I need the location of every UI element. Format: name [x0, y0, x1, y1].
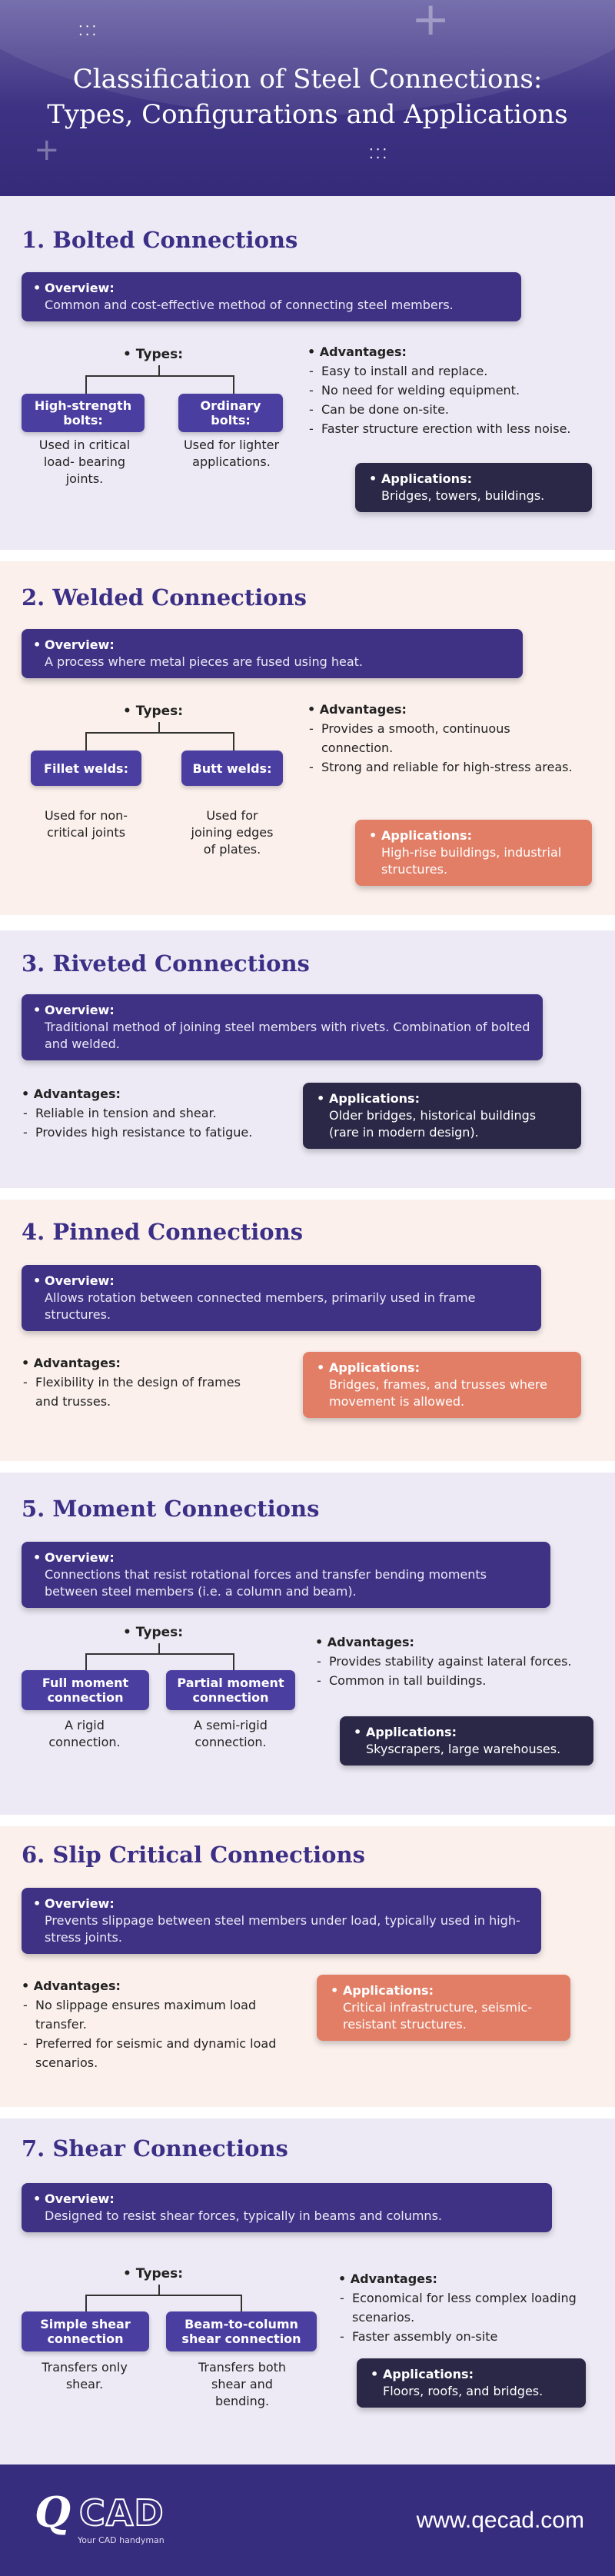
applications-label: • Applications: [366, 1724, 581, 1741]
section-title: 6. Slip Critical Connections [22, 1842, 365, 1868]
title-line-1: Classification of Steel Connections: [72, 64, 543, 95]
advantage-item: - Provides a smooth, continuous connection. [308, 719, 584, 757]
advantages-label: • Advantages: [22, 1353, 268, 1373]
applications-label: • Applications: [329, 1360, 569, 1376]
applications-label: • Applications: [381, 471, 580, 488]
advantage-item: - Easy to install and replace. [308, 361, 600, 381]
overview-card [22, 1542, 550, 1608]
advantage-item: - No slippage ensures maximum load transfer. [22, 1995, 283, 2034]
advantages-label: • Advantages: [22, 1084, 283, 1103]
section-title: 2. Welded Connections [22, 584, 308, 611]
overview-text: Designed to resist shear forces, typically in beams and columns. [45, 2208, 442, 2223]
overview-text: Prevents slippage between steel members under load, typically used in high-stress joints. [45, 1913, 520, 1945]
section-welded [0, 561, 615, 915]
type-full-moment-connection: Full moment connection [22, 1670, 149, 1710]
section-title: 1. Bolted Connections [22, 227, 298, 253]
types-connector [233, 375, 234, 395]
types-label: • Types: [123, 347, 183, 362]
advantages-block [308, 700, 584, 777]
qecad-logo[interactable] [35, 2488, 181, 2549]
applications-card [355, 463, 592, 512]
overview-text: Common and cost-effective method of connecting steel members. [45, 298, 454, 312]
overview-label: • Overview: [45, 1273, 529, 1290]
section-slip-critical [0, 1826, 615, 2107]
overview-card [22, 2183, 552, 2232]
advantage-item: - Faster structure erection with less noise. [308, 419, 600, 438]
applications-card [355, 820, 592, 886]
overview-label: • Overview: [45, 1549, 538, 1566]
section-title: 5. Moment Connections [22, 1496, 320, 1522]
advantages-block [338, 2269, 600, 2346]
types-connector [85, 375, 87, 395]
applications-text: Skyscrapers, large warehouses. [366, 1742, 561, 1756]
type-desc: Used for joining edges of plates. [191, 808, 274, 857]
type-desc: Transfers only shear. [42, 2360, 128, 2391]
type-high-strength-bolts: High-strength bolts: [22, 394, 145, 432]
type-beam-to-column-shear-connection: Beam-to-column shear connection [166, 2311, 317, 2351]
advantage-item: - Common in tall buildings. [315, 1671, 607, 1690]
applications-text: High-rise buildings, industrial structures. [381, 845, 562, 877]
types-connector [85, 1653, 87, 1672]
advantages-block [22, 1353, 268, 1411]
sparkle-dots-icon: ⁚⁚⁚ [369, 146, 390, 162]
applications-label: • Applications: [383, 2366, 573, 2383]
advantages-label: • Advantages: [338, 2269, 600, 2288]
overview-card [22, 1265, 541, 1331]
applications-card [357, 2358, 586, 2408]
plus-decoration-icon: + [411, 0, 450, 46]
types-connector [241, 2295, 242, 2313]
types-connector [85, 732, 234, 734]
types-label: • Types: [123, 2266, 183, 2281]
overview-label: • Overview: [45, 1895, 529, 1912]
advantages-label: • Advantages: [308, 700, 584, 719]
advantage-item: - Strong and reliable for high-stress areas. [308, 757, 584, 777]
logo-cad: CAD [79, 2492, 165, 2534]
overview-text: Allows rotation between connected members, primarily used in frame structures. [45, 1290, 476, 1322]
advantages-label: • Advantages: [22, 1976, 283, 1995]
applications-card [303, 1083, 581, 1149]
sparkle-dots-icon: ⁚⁚⁚ [78, 23, 99, 39]
overview-label: • Overview: [45, 1002, 530, 1019]
logo-q: Q [35, 2488, 71, 2537]
plus-decoration-icon: + [34, 132, 60, 168]
applications-text: Bridges, frames, and trusses where movement is allowed. [329, 1377, 547, 1409]
advantage-item: - Faster assembly on-site [338, 2327, 600, 2346]
section-pinned [0, 1200, 615, 1461]
section-riveted [0, 930, 615, 1188]
applications-text: Bridges, towers, buildings. [381, 488, 545, 503]
applications-card [340, 1716, 593, 1766]
type-desc: Used in critical load- bearing joints. [38, 438, 131, 486]
advantage-item: - Flexibility in the design of frames and trusses. [22, 1373, 268, 1411]
types-connector [158, 722, 160, 733]
types-connector [158, 365, 160, 376]
advantage-item: - Preferred for seismic and dynamic load scenarios. [22, 2034, 283, 2072]
page-title [0, 62, 615, 132]
types-connector [158, 2285, 160, 2295]
overview-label: • Overview: [45, 280, 509, 297]
advantage-item: - Provides stability against lateral forces. [315, 1652, 607, 1671]
types-connector [233, 1653, 234, 1672]
overview-card [22, 272, 521, 321]
advantages-block [315, 1632, 607, 1690]
applications-card [317, 1975, 570, 2041]
type-ordinary-bolts: Ordinary bolts: [178, 394, 283, 432]
types-connector [85, 375, 234, 377]
type-butt-welds: Butt welds: [181, 751, 283, 786]
types-label: • Types: [123, 1625, 183, 1640]
applications-label: • Applications: [381, 827, 580, 844]
overview-card [22, 629, 523, 678]
advantage-item: - Provides high resistance to fatigue. [22, 1123, 283, 1142]
advantages-block [22, 1976, 283, 2072]
type-desc: A semi-rigid connection. [194, 1718, 268, 1749]
overview-text: A process where metal pieces are fused using heat. [45, 654, 363, 669]
type-desc: Used for non-critical joints [44, 808, 128, 840]
overview-label: • Overview: [45, 2191, 540, 2208]
type-desc: A rigid connection. [48, 1718, 121, 1749]
types-connector [233, 732, 234, 752]
types-label: • Types: [123, 704, 183, 719]
overview-text: Traditional method of joining steel members with rivets. Combination of bolted and welded. [45, 1020, 530, 1051]
overview-card [22, 994, 543, 1060]
types-connector [85, 1653, 234, 1655]
type-desc: Transfers both shear and bending. [198, 2360, 287, 2408]
applications-text: Older bridges, historical buildings (rare in modern design). [329, 1108, 537, 1140]
advantage-item: - Reliable in tension and shear. [22, 1103, 283, 1123]
applications-card [303, 1352, 581, 1418]
advantages-block [308, 342, 600, 438]
type-simple-shear-connection: Simple shear connection [22, 2311, 149, 2351]
applications-label: • Applications: [343, 1982, 558, 1999]
advantage-item: - No need for welding equipment. [308, 381, 600, 400]
type-partial-moment-connection: Partial moment connection [166, 1670, 295, 1710]
types-connector [85, 2295, 87, 2313]
types-connector [85, 732, 87, 752]
footer [0, 2465, 615, 2576]
types-connector [85, 2295, 242, 2296]
overview-card [22, 1888, 541, 1954]
section-shear [0, 2118, 615, 2465]
applications-label: • Applications: [329, 1090, 569, 1107]
title-line-2: Types, Configurations and Applications [47, 99, 568, 130]
advantage-item: - Can be done on-site. [308, 400, 600, 419]
website-link[interactable]: www.qecad.com [416, 2508, 584, 2533]
advantages-label: • Advantages: [308, 342, 600, 361]
overview-label: • Overview: [45, 637, 510, 654]
applications-text: Critical infrastructure, seismic-resistant structures. [343, 2000, 532, 2032]
advantages-block [22, 1084, 283, 1142]
overview-text: Connections that resist rotational forces and transfer bending moments between steel members (i.e. a column and beam). [45, 1567, 487, 1599]
section-moment [0, 1473, 615, 1815]
type-fillet-welds: Fillet welds: [31, 751, 141, 786]
advantages-label: • Advantages: [315, 1632, 607, 1652]
applications-text: Floors, roofs, and bridges. [383, 2384, 544, 2398]
section-title: 7. Shear Connections [22, 2135, 288, 2162]
types-connector [158, 1643, 160, 1654]
logo-tagline: Your CAD handyman [78, 2535, 165, 2545]
advantage-item: - Economical for less complex loading scenarios. [338, 2288, 600, 2327]
type-desc: Used for lighter applications. [183, 438, 280, 469]
header-banner [0, 0, 615, 196]
section-title: 3. Riveted Connections [22, 950, 310, 977]
section-title: 4. Pinned Connections [22, 1219, 304, 1245]
section-bolted [0, 196, 615, 550]
